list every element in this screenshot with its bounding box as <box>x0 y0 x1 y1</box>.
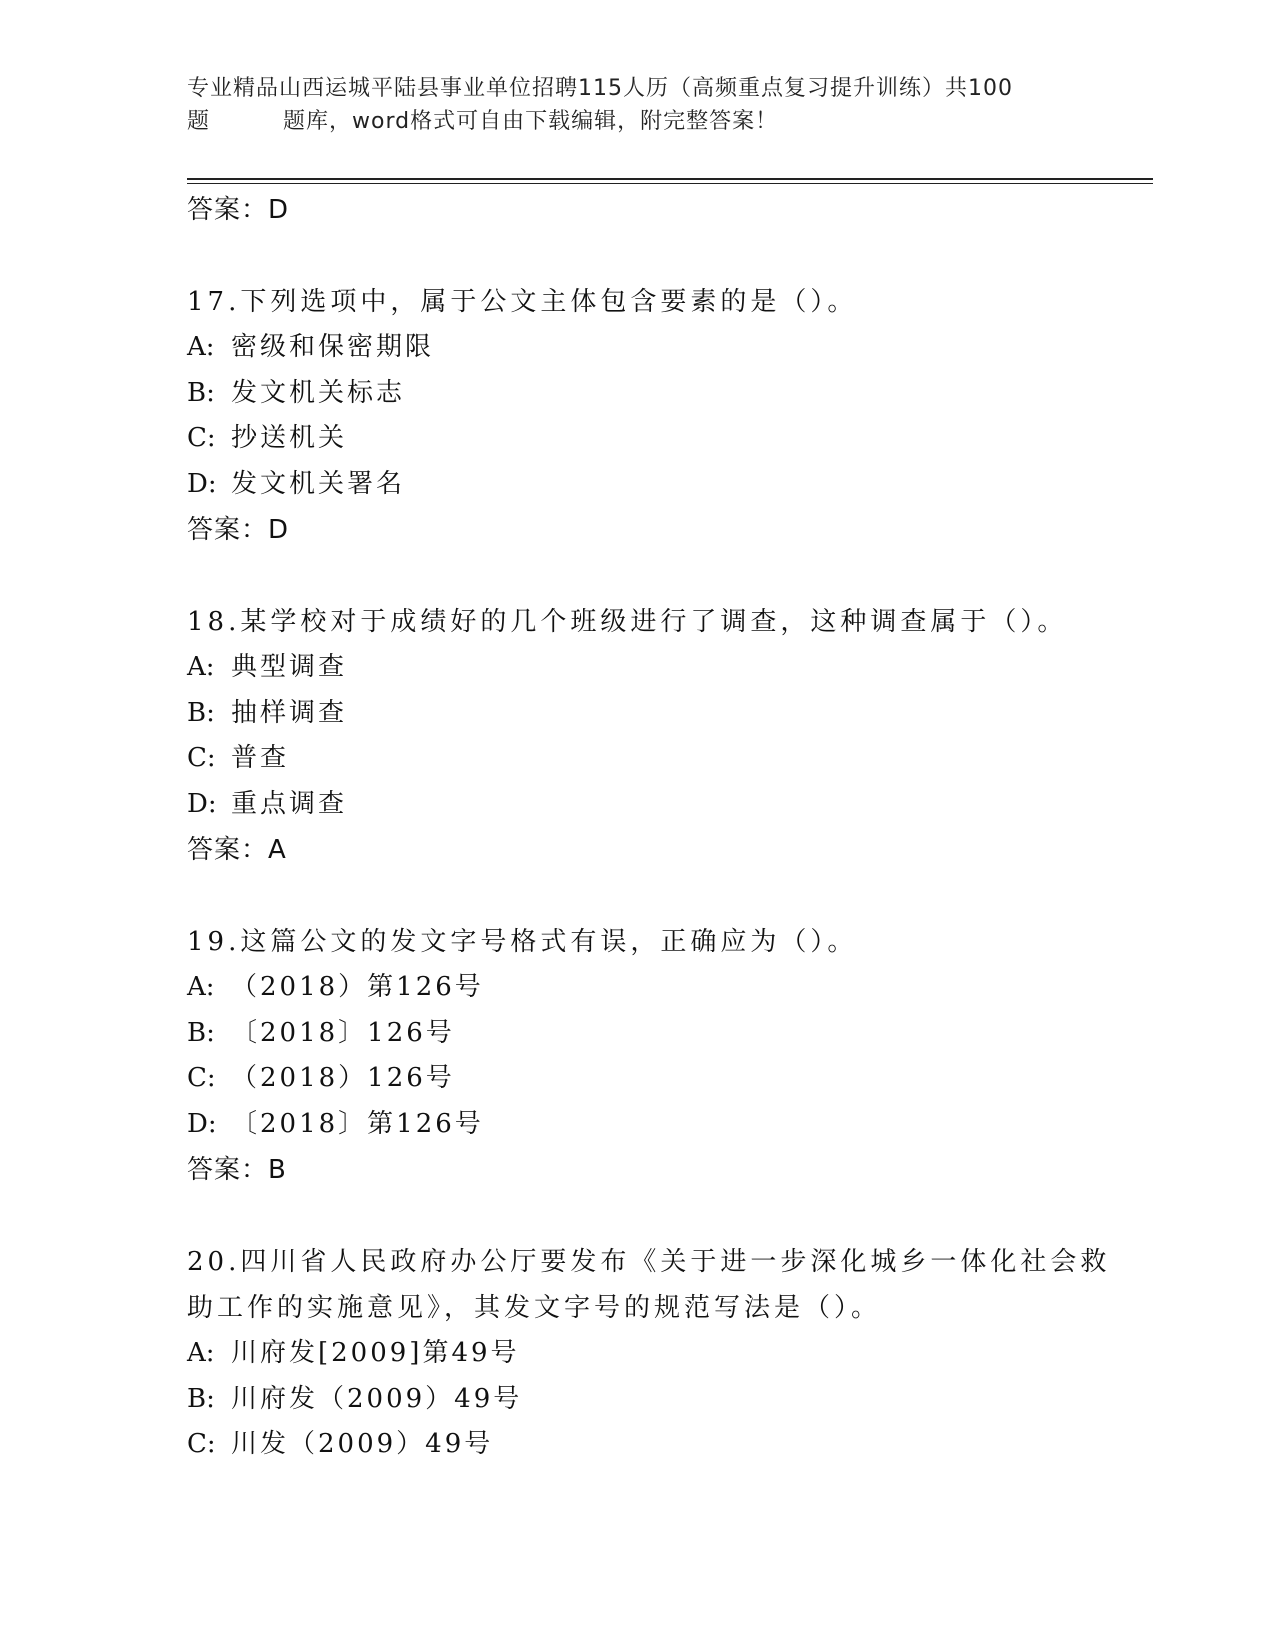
option-text: 重点调查 <box>231 788 348 819</box>
question-18 <box>187 599 1127 873</box>
option-letter: D: <box>187 788 217 819</box>
option-d <box>187 1102 1127 1148</box>
option-c <box>187 1422 1127 1468</box>
option-letter: A: <box>187 332 215 362</box>
header-line-2-lead: 题 <box>187 109 211 134</box>
option-letter: D: <box>187 1108 217 1139</box>
option-b <box>187 371 1127 417</box>
option-text: 发文机关标志 <box>231 377 406 408</box>
option-text: 川府发（2009）49号 <box>231 1383 523 1414</box>
option-letter: C: <box>187 423 216 453</box>
option-letter: B: <box>187 1017 215 1048</box>
option-b <box>187 691 1127 737</box>
header-line-2 <box>187 105 1087 138</box>
option-d <box>187 782 1127 828</box>
question-stem: 17.下列选项中，属于公文主体包含要素的是（）。 <box>187 287 858 317</box>
option-letter: C: <box>187 743 216 773</box>
option-text: 发文机关署名 <box>231 468 406 499</box>
answer: 答案：A <box>187 835 287 865</box>
question-stem: 18.某学校对于成绩好的几个班级进行了调查，这种调查属于（）。 <box>187 607 1068 637</box>
option-c <box>187 1056 1127 1102</box>
option-b <box>187 1011 1127 1057</box>
header-line-2-text: 题库，word格式可自由下载编辑，附完整答案！ <box>283 109 779 134</box>
option-text: 抽样调查 <box>231 697 348 728</box>
option-a <box>187 965 1127 1011</box>
option-d <box>187 462 1127 508</box>
header-line-1: 专业精品山西运城平陆县事业单位招聘115人历（高频重点复习提升训练）共100 <box>187 76 1013 101</box>
option-a <box>187 645 1127 691</box>
answer: 答案：D <box>187 515 290 545</box>
option-letter: B: <box>187 697 215 728</box>
option-letter: C: <box>187 1429 216 1459</box>
option-letter: B: <box>187 377 215 408</box>
option-b <box>187 1377 1127 1423</box>
answer-previous: 答案：D <box>187 195 290 225</box>
option-c <box>187 416 1127 462</box>
spacer <box>187 233 1127 279</box>
option-text: （2018）第126号 <box>231 972 484 1002</box>
option-letter: A: <box>187 652 215 682</box>
option-letter: B: <box>187 1383 215 1414</box>
option-text: 抄送机关 <box>231 423 348 453</box>
option-text: 川府发[2009]第49号 <box>231 1338 520 1368</box>
option-c <box>187 736 1127 782</box>
question-stem: 20.四川省人民政府办公厅要发布《关于进一步深化城乡一体化社会救助工作的实施意见》，其发文字号的规范写法是（）。 <box>187 1247 1111 1323</box>
answer: 答案：B <box>187 1155 287 1185</box>
spacer <box>187 873 1127 919</box>
option-text: 〔2018〕126号 <box>231 1017 455 1048</box>
option-text: 〔2018〕第126号 <box>231 1108 484 1139</box>
option-a <box>187 1331 1127 1377</box>
option-text: 典型调查 <box>231 652 348 682</box>
header-divider-thin <box>187 183 1153 184</box>
option-letter: A: <box>187 1338 215 1368</box>
question-list <box>187 187 1127 1468</box>
option-text: 密级和保密期限 <box>231 332 435 362</box>
header-divider-thick <box>187 178 1153 180</box>
option-text: 川发（2009）49号 <box>231 1429 494 1459</box>
option-letter: A: <box>187 972 215 1002</box>
question-19 <box>187 919 1127 1193</box>
question-20 <box>187 1239 1127 1468</box>
spacer <box>187 1193 1127 1239</box>
option-letter: C: <box>187 1063 216 1093</box>
option-text: 普查 <box>231 743 290 773</box>
question-stem: 19.这篇公文的发文字号格式有误，正确应为（）。 <box>187 927 858 957</box>
question-17 <box>187 279 1127 553</box>
option-text: （2018）126号 <box>231 1063 455 1093</box>
spacer <box>187 553 1127 599</box>
document-header <box>187 72 1087 138</box>
option-letter: D: <box>187 468 217 499</box>
option-a <box>187 325 1127 371</box>
